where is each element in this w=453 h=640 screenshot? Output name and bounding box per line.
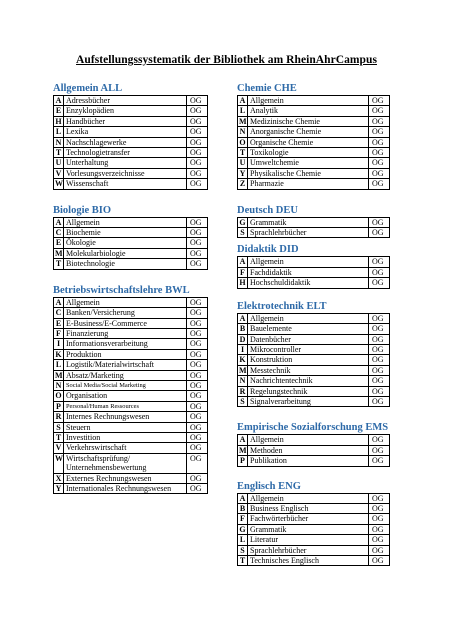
location-code: OG: [369, 257, 390, 267]
category-code: C: [54, 308, 64, 318]
section-englisch-eng: [237, 480, 390, 567]
location-code: OG: [369, 344, 390, 354]
location-code: OG: [187, 217, 208, 227]
table-row: [54, 339, 208, 349]
category-name: Steuern: [64, 422, 187, 432]
category-name: E-Business/E-Commerce: [64, 318, 187, 328]
section-deutsch-deu: [237, 204, 390, 239]
category-code: S: [238, 545, 248, 555]
category-name: Umweltchemie: [248, 158, 369, 168]
location-code: OG: [187, 158, 208, 168]
table-row: [238, 106, 390, 116]
category-name: Hochschuldidaktik: [248, 278, 369, 288]
category-code: I: [54, 339, 64, 349]
category-code: E: [54, 238, 64, 248]
category-name: Signalverarbeitung: [248, 396, 369, 406]
table-row: [54, 360, 208, 370]
category-name: Toxikologie: [248, 148, 369, 158]
category-code: A: [238, 493, 248, 503]
category-name: Sprachlehrbücher: [248, 545, 369, 555]
table-row: [54, 127, 208, 137]
category-name: Social Media/Social Marketing: [64, 380, 187, 390]
location-code: OG: [369, 278, 390, 288]
category-name: Physikalische Chemie: [248, 168, 369, 178]
category-code: L: [54, 127, 64, 137]
location-code: OG: [187, 168, 208, 178]
category-code: V: [54, 168, 64, 178]
table-row: [54, 473, 208, 483]
table-row: [54, 453, 208, 473]
table-row: [54, 308, 208, 318]
section-title: Didaktik DID: [237, 244, 299, 256]
table-row: [54, 318, 208, 328]
table-row: [238, 217, 390, 227]
category-code: W: [55, 179, 63, 189]
location-code: OG: [187, 422, 208, 432]
table-row: [238, 127, 390, 137]
page-title: Aufstellungssystematik der Bibliothek am RheinAhrCampus: [76, 54, 377, 66]
location-code: OG: [187, 484, 208, 494]
category-name: Fachwörterbücher: [248, 514, 369, 524]
category-code: A: [238, 435, 248, 445]
table-row: [54, 484, 208, 494]
location-code: OG: [369, 355, 390, 365]
table-row: [54, 238, 208, 248]
category-name: Wissenschaft: [64, 179, 187, 189]
category-code: E: [54, 318, 64, 328]
category-name: Technisches Englisch: [248, 556, 369, 566]
category-code: A: [54, 297, 64, 307]
section-elektrotechnik-elt: [237, 300, 390, 408]
category-name: Allgemein: [248, 96, 369, 106]
category-name: Finanzierung: [64, 328, 187, 338]
category-code: O: [239, 137, 246, 147]
category-name: Bauelemente: [248, 324, 369, 334]
table-row: [238, 257, 390, 267]
table-row: [238, 324, 390, 334]
location-code: OG: [369, 106, 390, 116]
table-row: [54, 412, 208, 422]
table-row: [54, 349, 208, 359]
category-code: N: [238, 127, 248, 137]
table-row: [54, 179, 208, 189]
section-title: Biologie BIO: [53, 204, 112, 216]
category-code: F: [54, 328, 64, 338]
table-row: [54, 370, 208, 380]
category-name: Allgemein: [64, 217, 187, 227]
location-code: OG: [369, 493, 390, 503]
table-row: [54, 259, 208, 269]
table-row: [238, 556, 390, 566]
category-code: G: [239, 217, 246, 227]
location-code: OG: [369, 158, 390, 168]
table-row: [238, 365, 390, 375]
category-name: Produktion: [64, 349, 187, 359]
category-name: Allgemein: [248, 435, 369, 445]
location-code: OG: [369, 365, 390, 375]
category-name: Literatur: [248, 535, 369, 545]
table-row: [54, 168, 208, 178]
category-name: Regelungstechnik: [248, 386, 369, 396]
category-name: Investition: [64, 432, 187, 442]
category-name: Grammatik: [248, 524, 369, 534]
category-code: K: [55, 349, 62, 359]
table-row: [54, 116, 208, 126]
category-code: B: [238, 324, 248, 334]
location-code: OG: [369, 386, 390, 396]
category-name: Handbücher: [64, 116, 187, 126]
category-name: Methoden: [248, 445, 369, 455]
category-code: A: [238, 96, 248, 106]
table-row: [238, 168, 390, 178]
location-code: OG: [369, 435, 390, 445]
table-row: [54, 391, 208, 401]
category-name: Absatz/Marketing: [64, 370, 187, 380]
category-name: Logistik/Materialwirtschaft: [64, 360, 187, 370]
category-code: S: [54, 422, 64, 432]
location-code: OG: [187, 443, 208, 453]
category-name: Allgemein: [64, 297, 187, 307]
category-name: Allgemein: [248, 313, 369, 323]
location-code: OG: [369, 324, 390, 334]
category-name: Internationales Rechnungswesen: [64, 484, 187, 494]
location-code: OG: [187, 179, 208, 189]
category-name: Unterhaltung: [64, 158, 187, 168]
location-code: OG: [187, 328, 208, 338]
category-name: Pharmazie: [248, 179, 369, 189]
category-name: Mikrocontroller: [248, 344, 369, 354]
category-code: A: [54, 96, 64, 106]
category-code: I: [238, 344, 248, 354]
category-name: Anorganische Chemie: [248, 127, 369, 137]
category-table: [53, 95, 208, 190]
category-name: Adressbücher: [64, 96, 187, 106]
table-row: [238, 376, 390, 386]
location-code: OG: [369, 503, 390, 513]
location-code: OG: [187, 308, 208, 318]
table-row: [238, 137, 390, 147]
location-code: OG: [369, 96, 390, 106]
category-code: A: [238, 257, 248, 267]
table-row: [54, 380, 208, 390]
category-name: Allgemein: [248, 493, 369, 503]
table-row: [238, 96, 390, 106]
table-row: [54, 137, 208, 147]
category-name: Vorlesungsverzeichnisse: [64, 168, 187, 178]
section-title: Deutsch DEU: [237, 204, 298, 216]
table-row: [54, 248, 208, 258]
table-row: [238, 313, 390, 323]
table-row: [238, 503, 390, 513]
category-code: A: [54, 217, 64, 227]
location-code: OG: [187, 116, 208, 126]
table-row: [54, 432, 208, 442]
table-row: [54, 158, 208, 168]
category-name: Biotechnologie: [64, 259, 187, 269]
category-code: K: [239, 355, 246, 365]
category-name: Biochemie: [64, 228, 187, 238]
location-code: OG: [187, 297, 208, 307]
section-empirische-sozialforschung-ems: [237, 421, 390, 466]
table-row: [238, 456, 390, 466]
location-code: OG: [187, 228, 208, 238]
category-code: M: [239, 116, 247, 126]
location-code: OG: [369, 217, 390, 227]
table-row: [238, 396, 390, 406]
location-code: OG: [369, 116, 390, 126]
category-table: [53, 297, 208, 495]
table-row: [238, 228, 390, 238]
location-code: OG: [187, 148, 208, 158]
location-code: OG: [369, 445, 390, 455]
category-name: Nachschlagewerke: [64, 137, 187, 147]
table-row: [238, 445, 390, 455]
category-name: Sprachlehrbücher: [248, 228, 369, 238]
category-code: W: [54, 453, 64, 473]
table-row: [54, 148, 208, 158]
section-title: Empirische Sozialforschung EMS: [237, 422, 389, 434]
location-code: OG: [187, 339, 208, 349]
category-code: L: [238, 106, 248, 116]
category-code: T: [54, 148, 64, 158]
category-name: Messtechnik: [248, 365, 369, 375]
location-code: OG: [369, 137, 390, 147]
category-code: M: [239, 445, 247, 455]
location-code: OG: [187, 370, 208, 380]
category-code: Y: [238, 168, 248, 178]
category-code: C: [54, 228, 64, 238]
location-code: OG: [187, 106, 208, 116]
table-row: [238, 116, 390, 126]
category-name: Molekularbiologie: [64, 248, 187, 258]
category-name: Fachdidaktik: [248, 267, 369, 277]
table-row: [238, 545, 390, 555]
table-row: [238, 386, 390, 396]
category-name: Verkehrswirtschaft: [64, 443, 187, 453]
category-code: U: [238, 158, 248, 168]
section-didaktik-did: [237, 243, 390, 288]
category-name: Business Englisch: [248, 503, 369, 513]
location-code: OG: [187, 473, 208, 483]
location-code: OG: [187, 238, 208, 248]
category-code: R: [238, 386, 248, 396]
category-table: [237, 434, 390, 466]
category-table: [237, 493, 390, 567]
category-code: S: [238, 396, 248, 406]
category-code: H: [55, 116, 62, 126]
table-row: [54, 443, 208, 453]
left-column: [53, 82, 208, 494]
category-code: M: [239, 365, 247, 375]
table-row: [238, 267, 390, 277]
table-row: [54, 106, 208, 116]
category-table: [237, 256, 390, 288]
right-column: [237, 82, 390, 566]
location-code: OG: [369, 228, 390, 238]
location-code: OG: [187, 349, 208, 359]
category-code: N: [54, 137, 64, 147]
table-row: [238, 179, 390, 189]
location-code: OG: [187, 360, 208, 370]
location-code: OG: [369, 556, 390, 566]
category-code: P: [54, 401, 64, 411]
category-name: Banken/Versicherung: [64, 308, 187, 318]
table-row: [54, 328, 208, 338]
table-row: [54, 422, 208, 432]
category-code: G: [239, 524, 246, 534]
category-name: Internes Rechnungswesen: [64, 412, 187, 422]
category-name: Personal/Human Ressources: [64, 401, 187, 411]
category-code: H: [239, 278, 246, 288]
table-row: [238, 344, 390, 354]
location-code: OG: [369, 148, 390, 158]
category-code: T: [54, 432, 64, 442]
section-title: Chemie CHE: [237, 83, 297, 94]
location-code: OG: [369, 334, 390, 344]
table-row: [54, 401, 208, 411]
category-name: Organisation: [64, 391, 187, 401]
section-allgemein-all: [53, 82, 208, 190]
category-code: Z: [238, 179, 248, 189]
location-code: OG: [369, 456, 390, 466]
category-code: V: [54, 443, 64, 453]
location-code: OG: [369, 514, 390, 524]
category-table: [237, 217, 390, 239]
category-name: Medizinische Chemie: [248, 116, 369, 126]
location-code: OG: [187, 432, 208, 442]
category-name: Allgemein: [248, 257, 369, 267]
category-name: Publikation: [248, 456, 369, 466]
category-code: N: [238, 376, 248, 386]
category-code: R: [54, 412, 64, 422]
category-code: M: [55, 248, 63, 258]
category-name: Technologietransfer: [64, 148, 187, 158]
category-name: Organische Chemie: [248, 137, 369, 147]
location-code: OG: [187, 453, 208, 473]
table-row: [54, 228, 208, 238]
category-code: L: [54, 360, 64, 370]
location-code: OG: [187, 412, 208, 422]
table-row: [238, 158, 390, 168]
category-name: Wirtschaftsprüfung/ Unternehmensbewertung: [64, 453, 187, 473]
category-code: X: [54, 473, 64, 483]
location-code: OG: [187, 401, 208, 411]
category-table: [237, 313, 390, 408]
location-code: OG: [369, 168, 390, 178]
category-code: L: [238, 535, 248, 545]
category-code: B: [238, 503, 248, 513]
category-code: Y: [54, 484, 64, 494]
category-code: F: [238, 514, 248, 524]
table-row: [238, 148, 390, 158]
section-title: Elektrotechnik ELT: [237, 300, 327, 312]
table-row: [54, 217, 208, 227]
location-code: OG: [369, 376, 390, 386]
location-code: OG: [187, 380, 208, 390]
section-title: Englisch ENG: [237, 480, 301, 492]
location-code: OG: [369, 179, 390, 189]
location-code: OG: [369, 396, 390, 406]
category-code: F: [238, 267, 248, 277]
category-code: P: [238, 456, 248, 466]
table-row: [54, 297, 208, 307]
location-code: OG: [369, 535, 390, 545]
category-code: T: [54, 259, 64, 269]
section-title: Allgemein ALL: [53, 83, 123, 94]
section-title: Betriebswirtschaftslehre BWL: [53, 284, 190, 296]
table-row: [238, 278, 390, 288]
category-code: T: [238, 556, 248, 566]
category-name: Datenbücher: [248, 334, 369, 344]
table-row: [54, 96, 208, 106]
category-code: D: [238, 334, 248, 344]
table-row: [238, 435, 390, 445]
location-code: OG: [369, 267, 390, 277]
location-code: OG: [187, 96, 208, 106]
category-name: Externes Rechnungswesen: [64, 473, 187, 483]
location-code: OG: [187, 248, 208, 258]
category-code: S: [238, 228, 248, 238]
location-code: OG: [369, 524, 390, 534]
category-code: O: [55, 391, 62, 401]
category-table: [237, 95, 390, 190]
category-name: Grammatik: [248, 217, 369, 227]
table-row: [238, 514, 390, 524]
category-name: Informationsverarbeitung: [64, 339, 187, 349]
category-name: Lexika: [64, 127, 187, 137]
category-name: Ökologie: [64, 238, 187, 248]
section-biologie-bio: [53, 204, 208, 270]
category-code: M: [55, 370, 63, 380]
table-row: [238, 535, 390, 545]
category-code: E: [54, 106, 64, 116]
section-betriebswirtschaftslehre-bwl: [53, 284, 208, 495]
category-code: T: [238, 148, 248, 158]
location-code: OG: [369, 545, 390, 555]
category-code: A: [238, 313, 248, 323]
category-name: Konstruktion: [248, 355, 369, 365]
location-code: OG: [187, 259, 208, 269]
location-code: OG: [187, 127, 208, 137]
category-code: U: [54, 158, 64, 168]
table-row: [238, 334, 390, 344]
table-row: [238, 355, 390, 365]
category-table: [53, 217, 208, 270]
location-code: OG: [187, 137, 208, 147]
category-name: Nachrichtentechnik: [248, 376, 369, 386]
table-row: [238, 524, 390, 534]
table-row: [238, 493, 390, 503]
category-code: N: [54, 380, 64, 390]
location-code: OG: [187, 391, 208, 401]
location-code: OG: [187, 318, 208, 328]
location-code: OG: [369, 313, 390, 323]
location-code: OG: [369, 127, 390, 137]
section-chemie-che: [237, 82, 390, 190]
category-name: Analytik: [248, 106, 369, 116]
category-name: Enzyklopädien: [64, 106, 187, 116]
